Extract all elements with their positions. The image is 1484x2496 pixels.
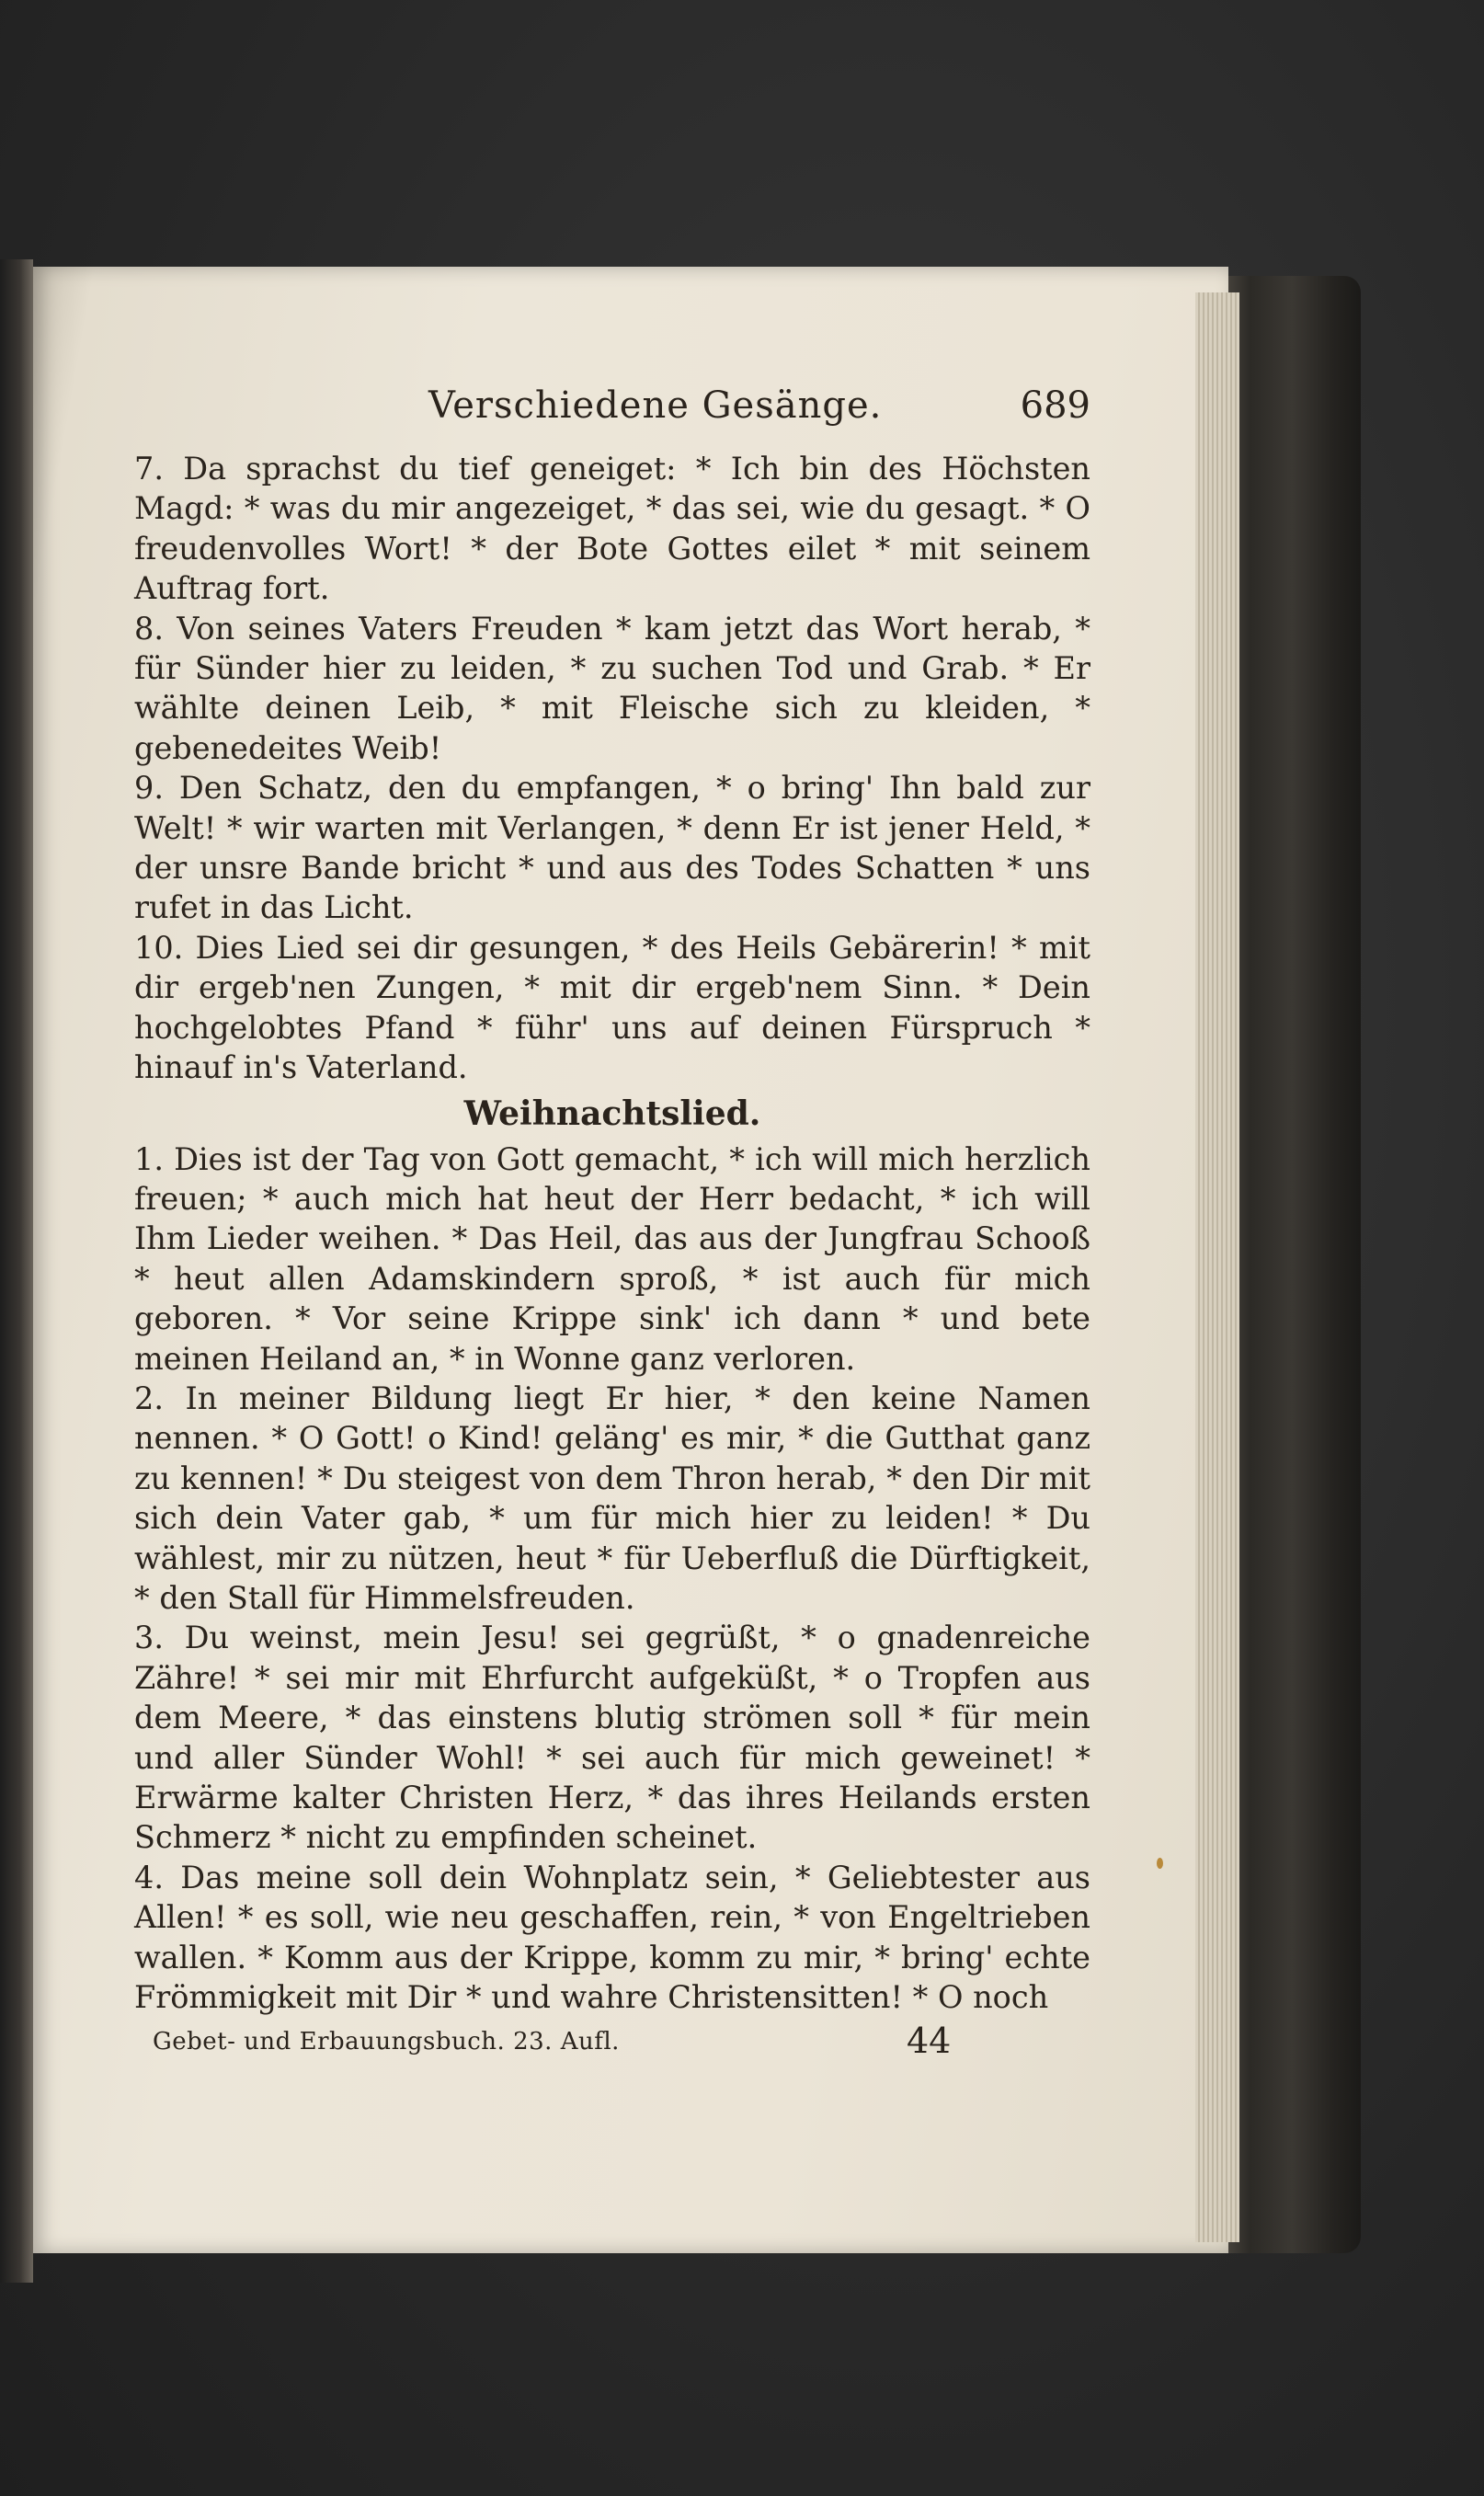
hymn-verse-4: 4. Das meine soll dein Wohnplatz sein, * Geliebtester aus Allen! * es soll, wie neu geschaffen, rein, * von Engeltrieben wallen. * Komm aus der Krippe, komm zu mir, * bring' echte Frömmigkeit mit Dir * und wahre Christensitten! * O noch [134,1859,1090,2016]
book-page [33,267,1228,2253]
verse-7: 7. Da sprachst du tief geneiget: * Ich bin des Höchsten Magd: * was du mir angezeiget, * das sei, wie du gesagt. * O freudenvolles Wort! * der Bote Gottes eilet * mit seinem Auftrag fort. [134,451,1090,607]
page-footer [134,2021,1090,2072]
footer-imprint: Gebet- und Erbauungsbuch. 23. Aufl. [153,2028,620,2056]
page-text-block [134,384,1090,2072]
hymn-verse-1: 1. Dies ist der Tag von Gott gemacht, * ich will mich herzlich freuen; * auch mich hat heut der Herr bedacht, * ich will Ihm Lieder weihen. * Das Heil, das aus der Jungfrau Schooß * heut allen Adamskindern sproß, * ist auch für mich geboren. * Vor seine Krippe sink' ich dann * und bete meinen Heiland an, * in Wonne ganz verloren. [134,1140,1090,1377]
left-cover-edge [0,259,33,2283]
hymn-title: Weihnachtslied. [463,1093,761,1133]
page-edges [1195,292,1239,2242]
right-cover-edge [1223,276,1361,2253]
verse-10: 10. Dies Lied sei dir gesungen, * des Heils Gebärerin! * mit dir ergeb'nen Zungen, * mit dir ergeb'nem Sinn. * Dein hochgelobtes Pfand * führ' uns auf deinen Fürspruch * hinauf in's Vaterland. [134,929,1090,1086]
verse-9: 9. Den Schatz, den du empfangen, * o bring' Ihn bald zur Welt! * wir warten mit Verlangen, * denn Er ist jener Held, * der unsre Bande bricht * und aus des Todes Schatten * uns rufet in das Licht. [134,770,1090,926]
paper-fleck [1157,1858,1163,1869]
signature-mark: 44 [907,2021,952,2062]
hymn-verse-2: 2. In meiner Bildung liegt Er hier, * den keine Namen nennen. * O Gott! o Kind! geläng' es mir, * die Gutthat ganz zu kennen! * Du steigest von dem Thron herab, * den Dir mit sich dein Vater gab, * um für mich hier zu leiden! * Du wählest, mir zu nützen, heut * für Ueberfluß die Dürftigkeit, * den Stall für Himmelsfreuden. [134,1380,1090,1616]
verse-8: 8. Von seines Vaters Freuden * kam jetzt das Wort herab, * für Sünder hier zu leiden, * zu suchen Tod und Grab. * Er wählte deinen Leib, * mit Fleische sich zu kleiden, * gebenedeites Weib! [134,610,1090,766]
hymn-verse-3: 3. Du weinst, mein Jesu! sei gegrüßt, * o gnadenreiche Zähre! * sei mir mit Ehrfurcht aufgeküßt, * o Tropfen aus dem Meere, * das einstens blutig strömen soll * für mein und aller Sünder Wohl! * sei auch für mich geweinet! * Erwärme kalter Christen Herz, * das ihres Heilands ersten Schmerz * nicht zu empfinden scheinet. [134,1620,1090,1856]
page-number: 689 [1020,384,1090,427]
running-title: Verschiedene Gesänge. [428,384,883,427]
running-head [134,384,1090,449]
